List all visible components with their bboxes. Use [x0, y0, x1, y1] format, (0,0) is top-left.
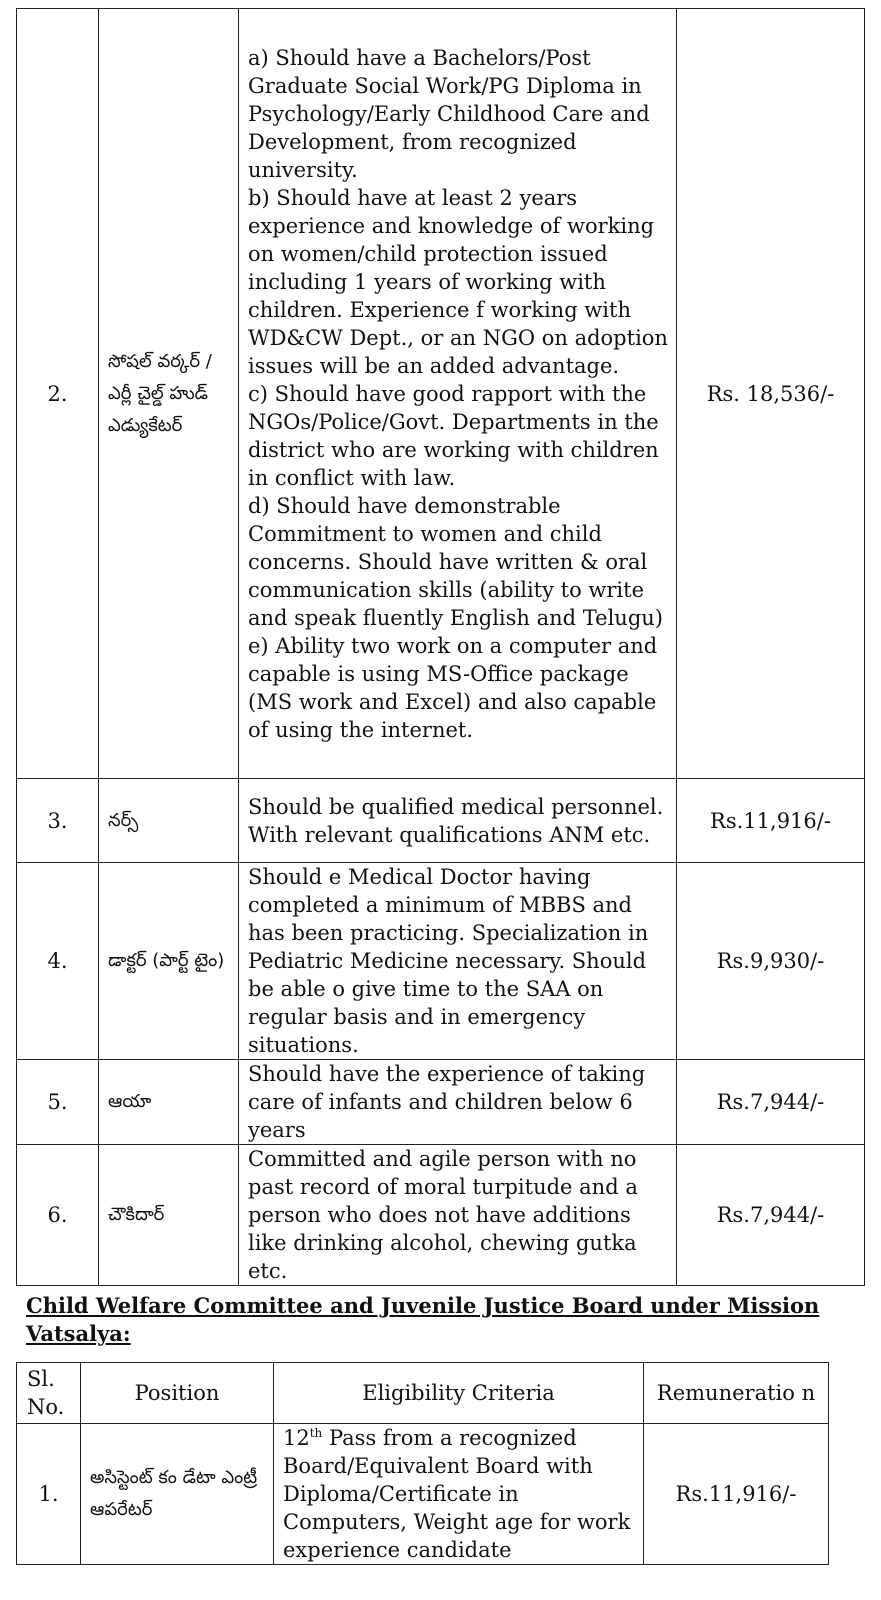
eligibility-criteria [239, 779, 677, 863]
header-sl-no: Sl. No. [17, 1363, 81, 1424]
table-row [17, 1060, 865, 1145]
section-heading: Child Welfare Committee and Juvenile Justice Board under Mission Vatsalya: [26, 1293, 820, 1346]
serial-number: 1. [17, 1424, 81, 1565]
table-row [17, 1145, 865, 1286]
position-name: చౌకిదార్ [99, 1145, 239, 1286]
serial-number: 3. [17, 779, 99, 863]
positions-table [16, 8, 865, 1286]
table-row [17, 1424, 829, 1565]
position-name: ఆయా [99, 1060, 239, 1145]
eligibility-criteria [239, 1145, 677, 1286]
position-name: అసిస్టెంట్ కం డేటా ఎంట్రీ ఆపరేటర్ [81, 1424, 274, 1565]
criteria-item: Committed and agile person with no past record of moral turpitude and a person who does not have additions like drinking alcohol, chewing gutka etc. [248, 1147, 638, 1283]
criteria-item: b) Should have at least 2 years experience and knowledge of working on women/child protection issued including 1 years of working with children. Experience f working with WD&CW Dept., or an NGO on adoption issues will be an added advantage. [248, 185, 668, 378]
serial-number: 2. [17, 9, 99, 779]
position-name: నర్స్ [99, 779, 239, 863]
criteria-item: a) Should have a Bachelors/Post Graduate Social Work/PG Diploma in Psychology/Early Childhood Care and Development, from recognized university. [248, 45, 650, 182]
ordinal-suffix: th [309, 1426, 323, 1440]
eligibility-criteria [239, 9, 677, 779]
serial-number: 6. [17, 1145, 99, 1286]
criteria-item: Should have the experience of taking care of infants and children below 6 years [248, 1062, 646, 1142]
criteria-item: Should be qualified medical personnel. With relevant qualifications ANM etc. [248, 794, 664, 847]
table-row [17, 9, 865, 779]
remuneration: Rs.11,916/- [644, 1424, 829, 1565]
table-header-row [17, 1363, 829, 1424]
criteria-item: d) Should have demonstrable Commitment to women and child concerns. Should have written & oral communication skills (ability to write and speak fluently English and Telugu) [248, 493, 663, 630]
remuneration: Rs.11,916/- [677, 779, 865, 863]
table-row [17, 779, 865, 863]
eligibility-criteria [239, 1060, 677, 1145]
eligibility-criteria [274, 1424, 644, 1565]
remuneration: Rs. 18,536/- [677, 9, 865, 779]
header-remuneration: Remuneratio n [644, 1363, 829, 1424]
criteria-item: c) Should have good rapport with the NGOs/Police/Govt. Departments in the district who are working with children in conflict with law. [248, 381, 659, 490]
criteria-number: 12 [283, 1426, 310, 1450]
criteria-item: Should e Medical Doctor having completed a minimum of MBBS and has been practicing. Specialization in Pediatric Medicine necessary. Should be able o give time to the SAA on regular basis and in emergency situations. [248, 865, 649, 1057]
position-name: డాక్టర్ (పార్ట్ టైం) [99, 863, 239, 1060]
table-row [17, 863, 865, 1060]
remuneration: Rs.7,944/- [677, 1060, 865, 1145]
criteria-item [283, 1424, 637, 1564]
serial-number: 5. [17, 1060, 99, 1145]
remuneration: Rs.9,930/- [677, 863, 865, 1060]
header-position: Position [81, 1363, 274, 1424]
cwc-jjb-table [16, 1362, 829, 1565]
header-eligibility-criteria: Eligibility Criteria [274, 1363, 644, 1424]
criteria-item: e) Ability two work on a computer and capable is using MS-Office package (MS work and Excel) and also capable of using the internet. [248, 633, 658, 742]
eligibility-criteria [239, 863, 677, 1060]
position-name: సోషల్ వర్కర్ / ఎర్లీ చైల్డ్ హుడ్ ఎడ్యుకేటర్ [99, 9, 239, 779]
criteria-text: Pass from a recognized Board/Equivalent Board with Diploma/Certificate in Computers, Weight age for work experience candidate [283, 1426, 631, 1562]
serial-number: 4. [17, 863, 99, 1060]
remuneration: Rs.7,944/- [677, 1145, 865, 1286]
